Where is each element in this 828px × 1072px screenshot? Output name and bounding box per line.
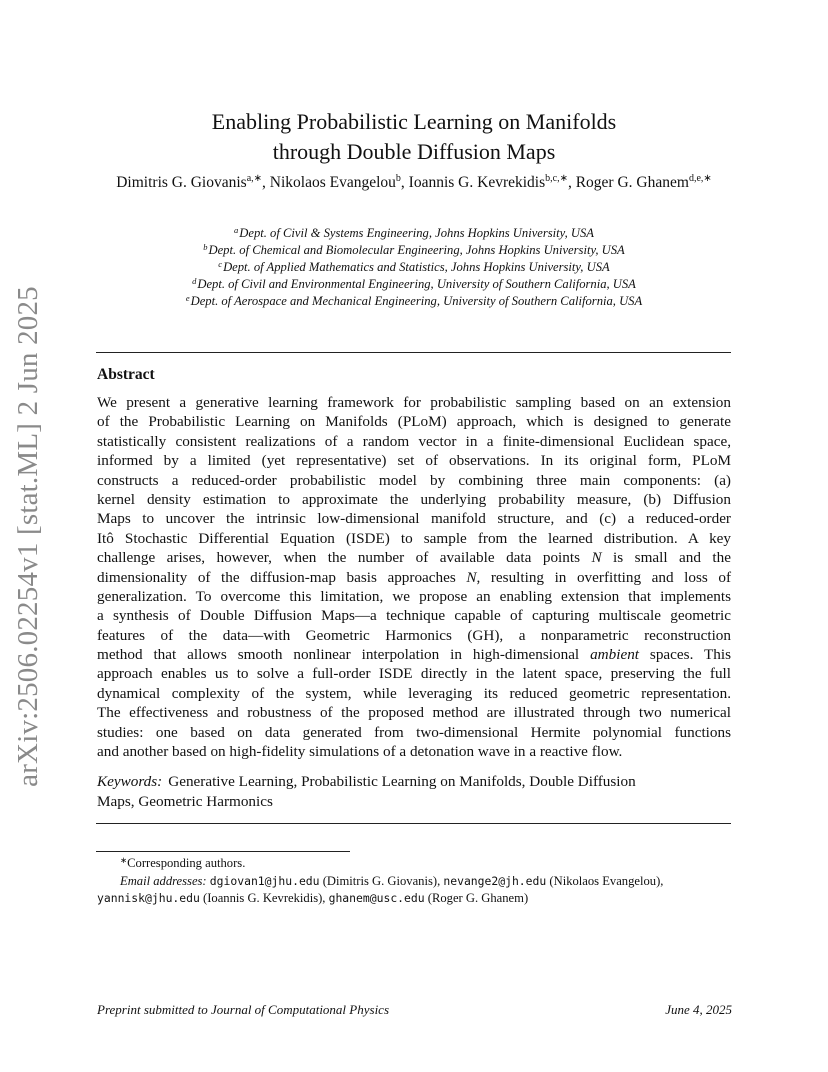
- paper-title: [96, 107, 732, 167]
- abstract-body: [97, 393, 731, 761]
- email-link[interactable]: yannisk@jhu.edu: [97, 891, 200, 905]
- corresponding-footnote: [97, 855, 731, 873]
- keywords-text: Generative Learning, Probabilistic Learning on Manifolds, Double Diffusion: [168, 773, 636, 790]
- footnotes: [97, 855, 731, 908]
- abstract-line: Maps to uncover the intrinsic low-dimensional manifold structure, and (c) a reduced-order: [97, 510, 731, 528]
- emphasis: ambient: [590, 646, 640, 664]
- author-name: Roger G. Ghanem: [575, 174, 689, 191]
- affiliation-mark: b: [203, 242, 208, 252]
- abstract-line: informed by a limited (yet representative) set of observations. In its original form, PLoM: [97, 452, 731, 470]
- affiliation-mark: e: [185, 293, 190, 303]
- title-line-1: Enabling Probabilistic Learning on Manifolds: [211, 108, 617, 134]
- abstract-line: statistically consistent realizations of a random vector in a finite-dimensional Euclidean space,: [97, 432, 731, 450]
- email-owner: (Dimitris G. Giovanis): [322, 873, 438, 888]
- abstract-line: a synthesis of Double Diffusion Maps—a technique capable of capturing multiscale geometric: [97, 607, 731, 625]
- email-separator: ,: [322, 891, 329, 905]
- email-link[interactable]: nevange2@jh.edu: [443, 873, 547, 888]
- affiliation-text: Dept. of Civil & Systems Engineering, Johns Hopkins University, USA: [239, 226, 594, 240]
- affiliation-text: Dept. of Aerospace and Mechanical Engineering, University of Southern California, USA: [190, 294, 643, 308]
- abstract-line: dynamical complexity of the system, while leveraging its reduced geometric representation.: [97, 684, 731, 702]
- affiliation-mark: a: [234, 225, 239, 235]
- author-separator: ,: [400, 174, 409, 191]
- abstract-line: Itô Stochastic Differential Equation (ISDE) to sample from the learned distribution. A key: [97, 529, 731, 547]
- abstract-text: method that allows smooth nonlinear interpolation in high-dimensional: [97, 646, 591, 664]
- author-name: Nikolaos Evangelou: [269, 174, 396, 191]
- abstract-line: constructs a reduced-order probabilistic model by combining three main components: (a): [97, 471, 731, 489]
- footnote-rule: [96, 851, 350, 852]
- abstract-line: [97, 568, 731, 587]
- email-link[interactable]: dgiovan1@jhu.edu: [209, 873, 320, 888]
- author-separator: ,: [567, 174, 576, 191]
- abstract-bottom-rule: [96, 823, 731, 824]
- abstract-text: dimensionality of the diffusion-map basis approaches: [97, 568, 467, 586]
- affiliation-text: Dept. of Chemical and Biomolecular Engineering, Johns Hopkins University, USA: [208, 243, 625, 257]
- abstract-text: , resulting in overfitting and loss of: [476, 568, 731, 586]
- footnote-mark: ∗: [120, 855, 128, 865]
- abstract-line: The effectiveness and robustness of the proposed method are illustrated through two numerical: [97, 704, 731, 722]
- abstract-text: is small and the: [601, 549, 731, 567]
- keywords: [97, 772, 731, 812]
- keywords-line: Maps, Geometric Harmonics: [97, 793, 273, 810]
- email-owner: (Roger G. Ghanem): [427, 891, 529, 905]
- affiliation-text: Dept. of Civil and Environmental Engineering, University of Southern California, USA: [197, 277, 636, 291]
- author-affiliation-mark: b,c,∗: [545, 173, 568, 184]
- email-owner: (Nikolaos Evangelou),: [549, 873, 664, 888]
- keywords-line: [97, 772, 731, 792]
- abstract-line: and another based on high-fidelity simulations of a detonation wave in a reactive flow.: [97, 743, 623, 761]
- abstract-line: features of the data—with Geometric Harmonics (GH), a nonparametric reconstruction: [97, 626, 731, 644]
- corresponding-text: Corresponding authors.: [127, 856, 246, 870]
- abstract-heading: Abstract: [97, 366, 155, 383]
- email-label: Email addresses:: [120, 873, 207, 888]
- email-footnote-line: [97, 873, 731, 891]
- abstract-line: approach enables us to solve a full-order ISDE directly in the latent space, preserving the full: [97, 665, 731, 683]
- abstract-line: [97, 645, 731, 664]
- abstract-text: challenge arises, however, when the number of available data points: [97, 549, 592, 567]
- email-separator: ,: [437, 873, 444, 888]
- abstract-line: of the Probabilistic Learning on Manifolds (PLoM) approach, which is designed to generate: [97, 413, 731, 431]
- affiliation-text: Dept. of Applied Mathematics and Statistics, Johns Hopkins University, USA: [223, 260, 610, 274]
- author-affiliation-mark: a,∗: [246, 173, 263, 184]
- affiliation: [96, 276, 732, 293]
- author-list: [110, 172, 718, 193]
- abstract-line: generalization. To overcome this limitation, we propose an enabling extension that implements: [97, 587, 731, 605]
- arxiv-identifier-text: arXiv:2506.02254v1 [stat.ML] 2 Jun 2025: [11, 285, 44, 787]
- author-separator: ,: [262, 174, 270, 191]
- footer-date: June 4, 2025: [665, 1002, 732, 1017]
- math-variable: N: [466, 568, 477, 586]
- affiliation: [96, 242, 732, 259]
- affiliation-list: [96, 225, 732, 310]
- abstract-line: studies: one based on data generated from two-dimensional Hermite polynomial functions: [97, 723, 731, 741]
- abstract-text: spaces. This: [639, 646, 731, 664]
- affiliation-mark: c: [218, 259, 223, 269]
- affiliation: [96, 225, 732, 242]
- abstract-line: We present a generative learning framework for probabilistic sampling based on an extension: [97, 394, 731, 411]
- abstract-line: kernel density estimation to approximate the underlying probability measure, (b) Diffusion: [97, 490, 731, 508]
- author-name: Ioannis G. Kevrekidis: [408, 174, 546, 191]
- title-line-2: through Double Diffusion Maps: [272, 138, 556, 164]
- footer-preprint-note: Preprint submitted to Journal of Computational Physics: [97, 1002, 390, 1017]
- author-affiliation-mark: b: [395, 173, 401, 184]
- author-name: Dimitris G. Giovanis: [116, 174, 247, 191]
- keywords-label: Keywords:: [97, 773, 163, 790]
- affiliation-mark: d: [192, 276, 197, 286]
- email-owner: (Ioannis G. Kevrekidis): [203, 891, 323, 905]
- abstract-top-rule: [96, 352, 731, 353]
- email-link[interactable]: ghanem@usc.edu: [328, 891, 425, 905]
- email-footnote-line: [97, 890, 731, 908]
- arxiv-identifier: [2, 285, 54, 787]
- abstract-line: [97, 548, 731, 567]
- affiliation: [96, 259, 732, 276]
- author-affiliation-mark: d,e,∗: [688, 173, 712, 184]
- affiliation: [96, 293, 732, 310]
- math-variable: N: [591, 549, 602, 567]
